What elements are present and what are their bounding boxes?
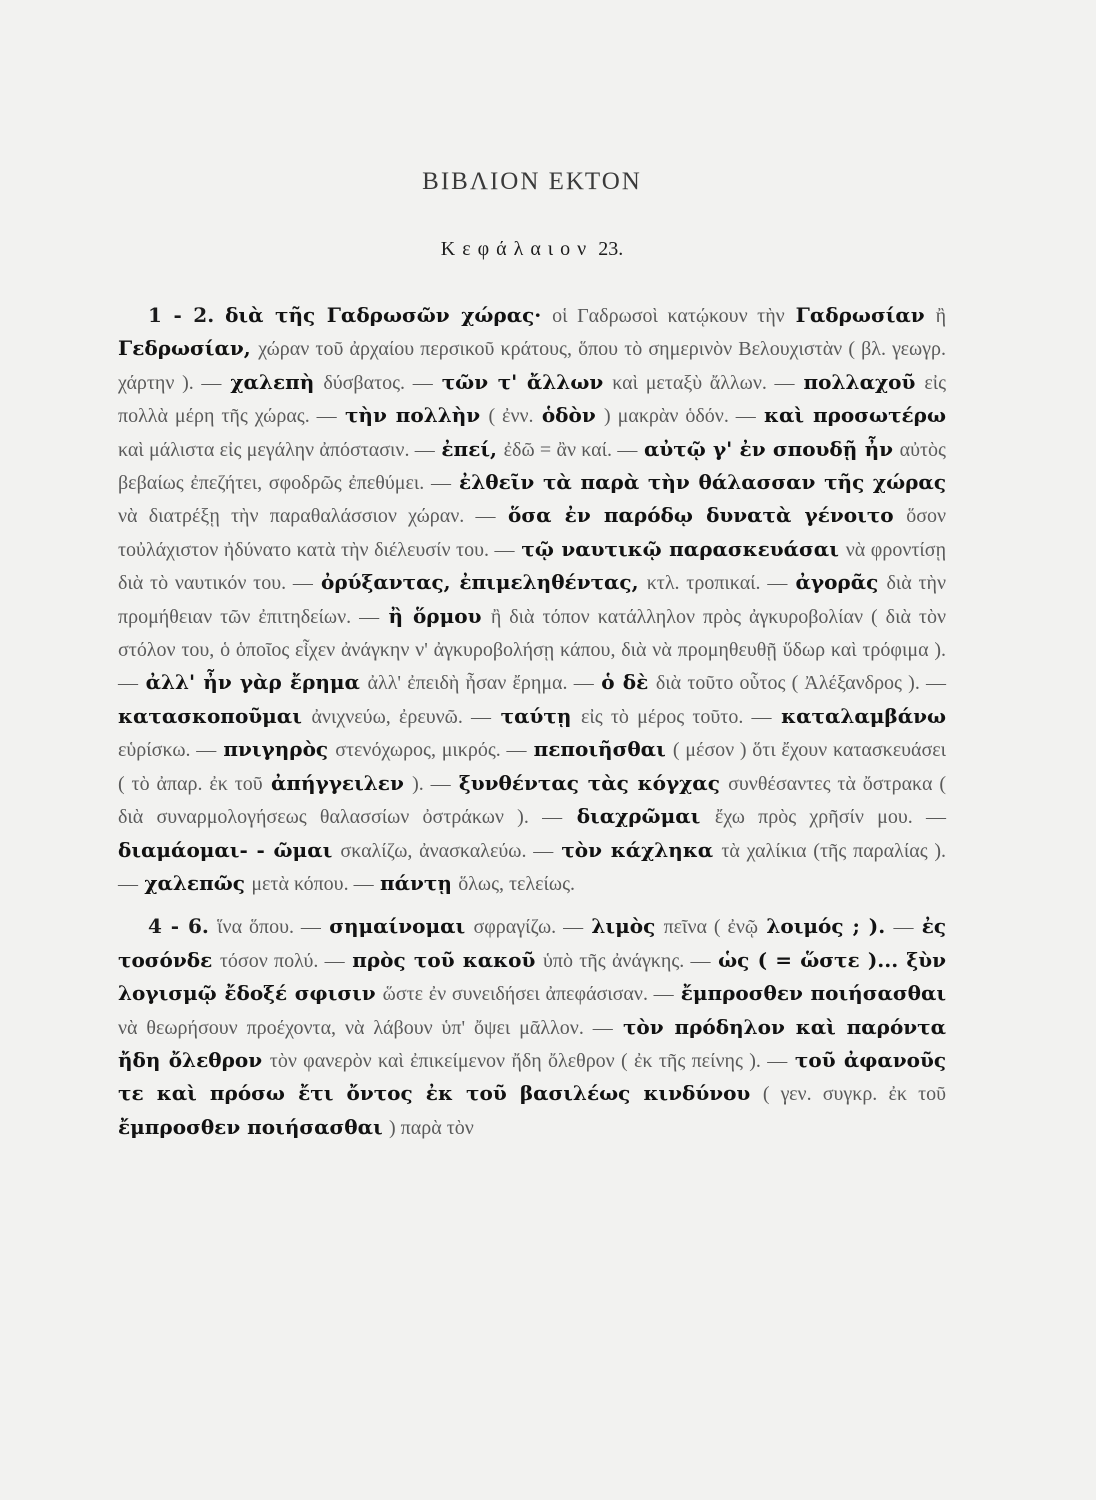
lemma-term: ὁδὸν: [541, 403, 596, 428]
chapter-number: 23.: [598, 238, 624, 260]
lemma-term: ταύτῃ: [500, 703, 572, 728]
lemma-term: ξυνθέντας τὰς κόγχας: [458, 770, 720, 795]
lemma-term: διαχρῶμαι: [576, 804, 701, 829]
gloss-text: σκαλίζω, ἀνασκαλεύω. —: [340, 839, 554, 862]
gloss-text: συνθέσαντες τὰ ὄστρακα ( διὰ συναρμολογήσεως θαλασσίων ὀστράκων ). —: [118, 772, 946, 829]
lemma-term: καὶ προσωτέρω: [764, 403, 947, 428]
lemma-term: ἢ ὅρμου: [388, 603, 482, 628]
lemma-term: ἔμπροσθεν ποιήσασθαι: [118, 1114, 383, 1139]
gloss-text: ἢ διὰ τόπον κατάλληλον πρὸς ἀγκυροβολίαν ( διὰ τὸν στόλον του, ὁ ὁποῖος εἶχεν ἀνάγκην ν' ἀγκυροβολήσῃ κάπου, διὰ νὰ προμηθευθῇ ὕδωρ καὶ τρόφιμα ). —: [118, 605, 947, 695]
gloss-text: εὑρίσκω. —: [118, 739, 217, 762]
lemma-term: καταλαμβάνω: [781, 703, 947, 728]
lemma-term: τοῦ ἀφανοῦς τε καὶ πρόσω ἔτι ὄντος ἐκ τοῦ βασιλέως κινδύνου: [118, 1047, 947, 1106]
lemma-term: χαλεπῶς: [144, 870, 245, 895]
lemma-term: διαμάομαι- - ῶμαι: [118, 837, 333, 862]
lemma-term: Γεδρωσίαν,: [118, 336, 251, 361]
gloss-text: εἰς τὸ μέρος τοῦτο. —: [580, 705, 772, 728]
lemma-term: ἀπήγγειλεν: [270, 770, 404, 795]
lemma-term: σημαίνομαι: [329, 914, 466, 939]
lemma-term: ἔμπροσθεν ποιήσασθαι: [680, 981, 947, 1006]
commentary-section-1: [118, 299, 946, 900]
lemma-term: λοιμός ; ).: [766, 914, 886, 939]
lemma-term: τῶν τ' ἄλλων: [441, 369, 604, 394]
gloss-text: ) παρὰ τὸν: [389, 1116, 474, 1139]
chapter-heading: [118, 238, 946, 261]
gloss-text: ὅλως, τελείως.: [458, 872, 575, 895]
gloss-text: ( ἐνν.: [488, 405, 534, 428]
gloss-text: δύσβατος. —: [323, 371, 433, 394]
lemma-term: λιμὸς: [591, 914, 656, 939]
lemma-term: πρὸς τοῦ κακοῦ: [352, 947, 536, 972]
gloss-text: ἢ: [935, 305, 947, 327]
gloss-text: εἰς πολλὰ μέρη τῆς χώρας. —: [118, 371, 947, 428]
lemma-term: τὸν πρόδηλον καὶ παρόντα ἤδη ὄλεθρον: [118, 1014, 947, 1072]
gloss-text: στενόχωρος, μικρός. —: [335, 739, 527, 762]
lemma-term: ὀρύξαντας, ἐπιμεληθέντας,: [321, 570, 639, 595]
gloss-text: χώραν τοῦ ἀρχαίου περσικοῦ κράτους, ὅπου τὸ σημερινὸν Βελουχιστὰν ( βλ. γεωγρ. χάρτην ). —: [118, 338, 947, 394]
section-number: 4 - 6.: [148, 914, 209, 939]
lemma-term: τὸν κάχληκα: [561, 837, 714, 862]
lemma-term: χαλεπὴ: [230, 369, 315, 394]
lemma-term: πεποιῆσθαι: [533, 737, 666, 762]
gloss-text: κτλ. τροπικαί. —: [646, 572, 788, 595]
lemma-term: ὁ δὲ: [601, 670, 649, 695]
gloss-text: ) μακρὰν ὁδόν. —: [604, 405, 756, 428]
gloss-text: ). —: [412, 772, 451, 795]
gloss-text: ἔχω πρὸς χρῆσίν μου. —: [714, 806, 947, 829]
lemma-term: αὐτῷ γ' ἐν σπουδῇ ἦν: [643, 436, 893, 461]
gloss-text: νὰ θεωρήσουν προέχοντα, νὰ λάβουν ὑπ' ὄψει μᾶλλον. —: [118, 1016, 613, 1039]
lemma-term: ἐς τοσόνδε: [118, 914, 947, 972]
book-title: ΒΙΒΛΙΟΝ ΕΚΤΟΝ: [422, 168, 642, 195]
lemma-term: κατασκοποῦμαι: [118, 703, 302, 728]
gloss-text: καὶ μάλιστα εἰς μεγάλην ἀπόστασιν. —: [118, 438, 435, 461]
lemma-term: ἐλθεῖν τὰ παρὰ τὴν θάλασσαν τῆς χώρας: [459, 470, 946, 495]
gloss-text: ὑπὸ τῆς ἀνάγκης. —: [543, 949, 711, 972]
lemma-term: ὡς ( = ὥστε )... ξὺν λογισμῷ ἔδοξέ σφισιν: [118, 947, 947, 1006]
gloss-text: ἵνα ὅπου. —: [217, 916, 321, 939]
lemma-term: πάντῃ: [379, 870, 452, 895]
lemma-term: Γαδρωσίαν: [795, 303, 925, 327]
gloss-text: ὥστε ἐν συνειδήσει ἀπεφάσισαν. —: [382, 983, 674, 1006]
lemma-term: ἀγορᾶς: [795, 570, 879, 595]
gloss-text: τὰ χαλίκια (τῆς παραλίας ). —: [118, 839, 947, 895]
gloss-text: τόσον πολύ. —: [219, 949, 345, 972]
gloss-text: αὐτὸς βεβαίως ἐπεζήτει, σφοδρῶς ἐπεθύμει. —: [118, 438, 946, 495]
gloss-text: ( γεν. συγκρ. ἐκ τοῦ: [762, 1083, 947, 1106]
gloss-text: ἀνιχνεύω, ἐρευνῶ. —: [311, 705, 492, 728]
section-number: 1 - 2.: [148, 303, 215, 327]
gloss-text: σφραγίζω. —: [473, 916, 584, 939]
gloss-text: —: [893, 916, 914, 939]
lemma-term: ἐπεί,: [441, 436, 497, 461]
commentary-section-2: [118, 910, 946, 1144]
gloss-text: ὅσον τοὐλάχιστον ἠδύνατο κατὰ τὴν διέλευσίν του. —: [118, 505, 947, 561]
lemma-term: διὰ τῆς Γαδρωσῶν χώρας·: [225, 303, 542, 327]
chapter-word: Κεφάλαιον: [440, 238, 594, 260]
gloss-text: τὸν φανερὸν καὶ ἐπικείμενον ἤδη ὄλεθρον ( ἐκ τῆς πείνης ). —: [269, 1049, 788, 1072]
lemma-term: πνιγηρὸς: [223, 737, 329, 762]
gloss-text: νὰ φροντίσῃ διὰ τὸ ναυτικόν του. —: [118, 538, 947, 595]
lemma-term: τῷ ναυτικῷ παρασκευάσαι: [521, 536, 839, 561]
gloss-text: ἀλλ' ἐπειδὴ ἦσαν ἔρημα. —: [367, 672, 594, 695]
lemma-term: ἀλλ' ἦν γὰρ ἔρημα: [145, 670, 360, 695]
gloss-text: διὰ τοῦτο οὗτος ( Ἀλέξανδρος ). —: [655, 672, 947, 695]
lemma-term: τὴν πολλὴν: [344, 403, 481, 428]
gloss-text: οἱ Γαδρωσοὶ κατῴκουν τὴν: [552, 305, 785, 327]
gloss-text: διὰ τὴν προμήθειαν τῶν ἐπιτηδείων. —: [118, 572, 947, 628]
gloss-text: ( μέσον ) ὅτι ἔχουν κατασκευάσει ( τὸ ἀπαρ. ἐκ τοῦ: [118, 739, 947, 795]
gloss-text: πεῖνα ( ἐνῷ: [663, 916, 759, 939]
lemma-term: ὅσα ἐν παρόδῳ δυνατὰ γένοιτο: [508, 503, 894, 528]
lemma-term: πολλαχοῦ: [803, 369, 916, 394]
gloss-text: καὶ μεταξὺ ἄλλων. —: [612, 371, 795, 394]
gloss-text: νὰ διατρέξῃ τὴν παραθαλάσσιον χώραν. —: [118, 505, 496, 528]
gloss-text: μετὰ κόπου. —: [251, 872, 374, 895]
gloss-text: ἐδῶ = ἂν καί. —: [503, 438, 638, 461]
